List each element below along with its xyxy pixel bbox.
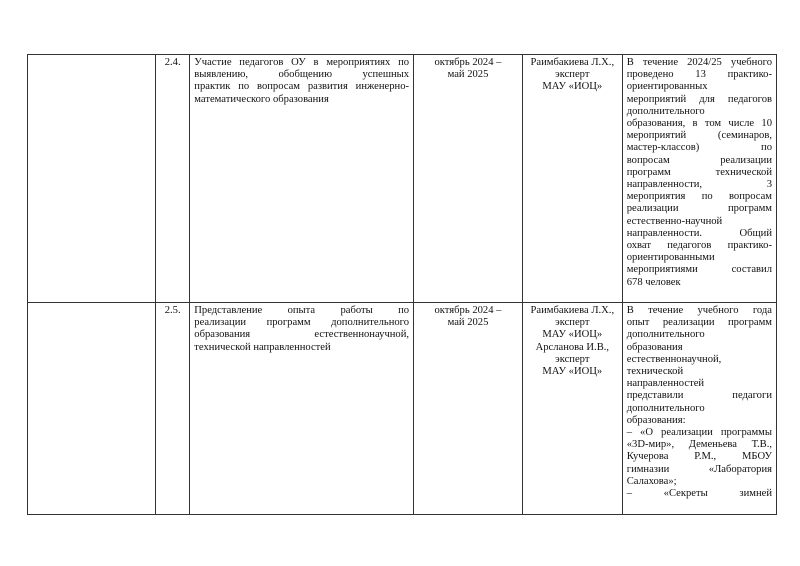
text-line: май 2025: [447, 69, 489, 81]
text-line: мероприятий (семинаров,: [626, 130, 772, 142]
dates-cell: [414, 55, 523, 303]
text-line: Раимбакиева Л.Х.,: [530, 305, 615, 316]
table-row: [28, 303, 777, 515]
section-cell: [28, 303, 156, 515]
text-line: образования: [626, 341, 683, 353]
text-line: проведено 13 практико-: [626, 69, 772, 81]
text-line: образования:: [626, 414, 686, 426]
text-line: май 2025: [447, 317, 489, 329]
text-line: Арсланова И.В.,: [535, 341, 610, 353]
text-line: представили педагоги: [626, 390, 772, 402]
dates-cell: [414, 303, 523, 515]
text-line: «3D-мир», Деменьева Т.В.,: [626, 439, 772, 451]
text-line: охват педагогов практико-: [626, 240, 772, 252]
text-line: выявлению, обобщению успешных: [194, 69, 410, 81]
result-cell: [622, 55, 776, 303]
text-line: эксперт: [555, 69, 590, 81]
text-line: Участие педагогов ОУ в мероприятиях по: [194, 57, 410, 68]
text-line: МАУ «ИОЦ»: [542, 366, 603, 378]
activity-cell: [190, 303, 414, 515]
text-line: естественнонаучной,: [626, 353, 722, 365]
text-line: мероприятий для педагогов: [626, 93, 772, 105]
text-line: Раимбакиева Л.Х.,: [530, 57, 615, 68]
text-line: образования, в том числе 10: [626, 118, 772, 130]
text-line: МАУ «ИОЦ»: [542, 81, 603, 93]
text-line: – «Секреты зимней: [626, 488, 772, 500]
responsible-cell: [522, 55, 622, 303]
text-line: направленности, 3: [626, 179, 772, 191]
text-line: 678 человек: [626, 276, 681, 288]
text-line: В течение 2024/25 учебного: [626, 57, 772, 68]
result-cell: [622, 303, 776, 515]
text-line: мастер-классов) по: [626, 142, 772, 154]
text-line: технической направленностей: [194, 341, 331, 353]
table-row: [28, 55, 777, 303]
text-line: дополнительного: [626, 105, 705, 117]
text-line: эксперт: [555, 353, 590, 365]
text-line: эксперт: [555, 317, 590, 329]
item-number: 2.4.: [156, 55, 190, 303]
section-cell: [28, 55, 156, 303]
text-line: дополнительного: [626, 329, 705, 341]
text-line: естественно-научной: [626, 215, 723, 227]
item-number: 2.5.: [156, 303, 190, 515]
text-line: направленностей: [626, 378, 705, 390]
text-line: Представление опыта работы по: [194, 305, 410, 316]
text-line: гимназии «Лаборатория: [626, 463, 772, 475]
text-line: опыт реализации программ: [626, 317, 772, 329]
text-line: математического образования: [194, 93, 329, 105]
responsible-cell: [522, 303, 622, 515]
text-line: вопросам реализации: [626, 154, 772, 166]
text-line: технической: [626, 366, 684, 378]
text-line: ориентированных: [626, 81, 708, 93]
text-line: образования естественнонаучной,: [194, 329, 410, 341]
text-line: – «О реализации программы: [626, 427, 772, 439]
text-line: дополнительного: [626, 402, 705, 414]
text-line: октябрь 2024 –: [434, 305, 502, 316]
text-line: октябрь 2024 –: [434, 57, 502, 68]
text-line: МАУ «ИОЦ»: [542, 329, 603, 341]
text-line: реализации программ: [626, 203, 772, 215]
text-line: Салахова»;: [626, 475, 677, 487]
plan-table: [27, 54, 777, 515]
text-line: мероприятия по вопросам: [626, 191, 772, 203]
text-line: практик по вопросам развития инженерно-: [194, 81, 410, 93]
activity-cell: [190, 55, 414, 303]
text-line: программ технической: [626, 166, 772, 178]
text-line: Кучерова Р.М., МБОУ: [626, 451, 772, 463]
text-line: ориентированными: [626, 252, 715, 264]
text-line: реализации программ дополнительного: [194, 317, 410, 329]
text-line: мероприятиями составил: [626, 264, 772, 276]
text-line: направленности. Общий: [626, 227, 772, 239]
text-line: В течение учебного года: [626, 305, 772, 316]
